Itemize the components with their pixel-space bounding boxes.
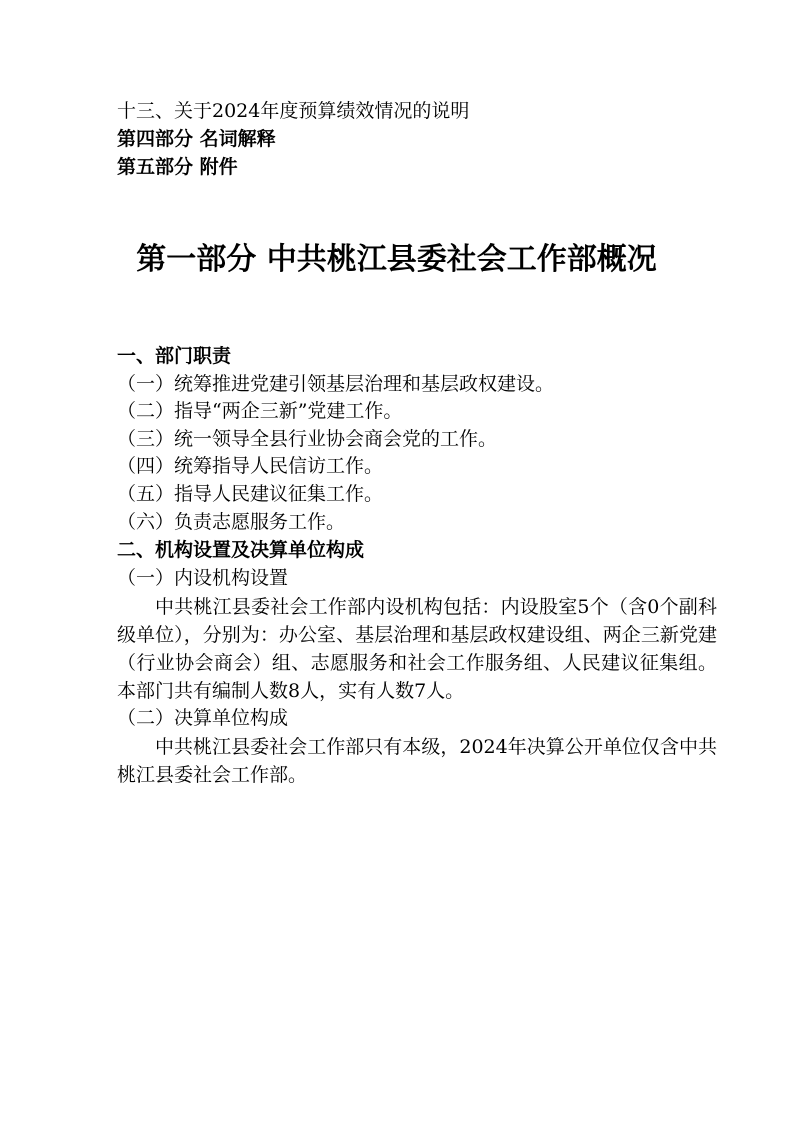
duty-item-4: （四）统筹指导人民信访工作。 (117, 455, 384, 477)
sub-2-heading: （二）决算单位构成 (117, 707, 289, 729)
duty-item-2: （二）指导“两企三新”党建工作。 (117, 400, 403, 422)
duty-item-3: （三）统一领导全县行业协会商会党的工作。 (117, 428, 498, 450)
sub-1-heading: （一）内设机构设置 (117, 567, 289, 589)
duty-item-6: （六）负责志愿服务工作。 (117, 511, 346, 533)
sub-2-body: 中共桃江县委社会工作部只有本级，2024年决算公开单位仅含中共桃江县委社会工作部。 (117, 736, 717, 786)
toc-part-5: 第五部分 附件 (117, 156, 238, 178)
toc-item-13: 十三、关于2024年度预算绩效情况的说明 (117, 100, 470, 122)
duty-item-5: （五）指导人民建议征集工作。 (117, 483, 384, 505)
part-title: 第一部分 中共桃江县委社会工作部概况 (136, 242, 657, 277)
section-2-heading: 二、机构设置及决算单位构成 (117, 539, 365, 561)
sub-1-body: 中共桃江县委社会工作部内设机构包括：内设股室5个（含0个副科级单位），分别为：办公室、基层治理和基层政权建设组、两企三新党建（行业协会商会）组、志愿服务和社会工作服务组、人民建议征集组。本部门共有编制人数8人，实有人数7人。 (117, 596, 717, 702)
toc-part-4: 第四部分 名词解释 (117, 128, 276, 150)
duty-item-1: （一）统筹推进党建引领基层治理和基层政权建设。 (117, 373, 555, 395)
section-1-heading: 一、部门职责 (117, 345, 232, 367)
